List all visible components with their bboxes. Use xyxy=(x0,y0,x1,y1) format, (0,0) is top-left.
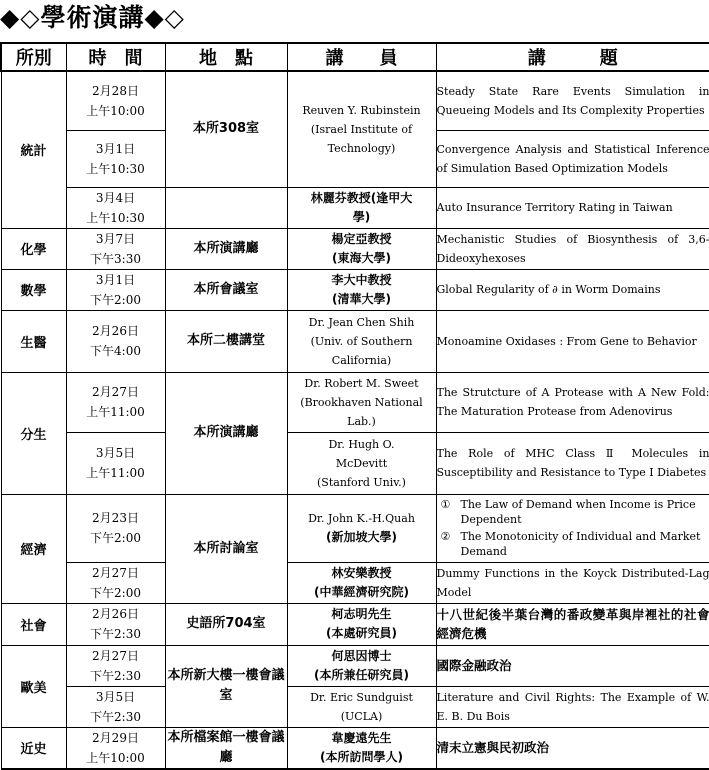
speaker-line: Dr. Jean Chen Shih xyxy=(308,315,415,329)
speaker-line: (Israel Institute of xyxy=(310,122,413,136)
table-row xyxy=(1,71,709,130)
place-cell: 本所會議室 xyxy=(165,269,287,310)
speaker-cell xyxy=(287,603,436,645)
speaker-cell xyxy=(287,727,436,769)
topic-cell: Literature and Civil Rights: The Example of W. E. B. Du Bois xyxy=(436,686,709,727)
table-row xyxy=(1,603,709,645)
speaker-line: Technology) xyxy=(327,141,396,155)
time-cell xyxy=(66,310,165,372)
time-text: 下午2:30 xyxy=(90,627,141,641)
table-row xyxy=(1,494,709,562)
date-text: 3月7日 xyxy=(95,231,136,246)
speaker-cell xyxy=(287,686,436,727)
header-speaker: 講 員 xyxy=(287,43,436,71)
list-text: The Monotonicity of Individual and Market Demand xyxy=(460,530,701,558)
speaker-line: Dr. Eric Sundguist xyxy=(310,690,413,704)
speaker-line: Dr. John K.-H.Quah xyxy=(308,512,415,525)
speaker-line: (Univ. of Southern xyxy=(310,334,413,348)
place-cell xyxy=(165,187,287,228)
speaker-cell xyxy=(287,187,436,228)
table-row xyxy=(1,187,709,228)
speaker-cell xyxy=(287,71,436,187)
time-text: 上午10:00 xyxy=(86,103,145,118)
time-cell xyxy=(66,228,165,269)
time-text: 下午2:00 xyxy=(90,292,141,307)
topic-cell: 國際金融政治 xyxy=(436,645,709,686)
field-cell: 數學 xyxy=(1,269,66,310)
speaker-line: Dr. Hugh O. xyxy=(328,437,395,451)
time-text: 下午2:30 xyxy=(90,668,141,683)
field-cell: 經濟 xyxy=(1,494,66,603)
time-cell xyxy=(66,686,165,727)
speaker-line: Reuven Y. Rubinstein xyxy=(302,103,421,117)
time-cell xyxy=(66,645,165,686)
table-row xyxy=(1,727,709,769)
list-number: ② xyxy=(440,530,451,543)
topic-cell: The Role of MHC Class Ⅱ Molecules in Susceptibility and Resistance to Type Ⅰ Diabetes xyxy=(436,432,709,494)
speaker-cell xyxy=(287,310,436,372)
field-cell: 歐美 xyxy=(1,645,66,727)
header-topic: 講 題 xyxy=(436,43,709,71)
time-text: 上午11:00 xyxy=(86,466,145,480)
topic-list xyxy=(437,497,709,559)
time-text: 上午11:00 xyxy=(86,405,145,419)
place-cell: 史語所704室 xyxy=(165,603,287,645)
time-text: 上午10:30 xyxy=(86,210,145,225)
speaker-cell xyxy=(287,562,436,603)
table-row xyxy=(1,645,709,686)
speaker-line: Lab.) xyxy=(347,414,376,428)
place-cell: 本所演講廳 xyxy=(165,228,287,269)
speaker-cell xyxy=(287,269,436,310)
place-cell: 本所檔案館一樓會議廳 xyxy=(165,727,287,769)
page-title: ◆◇學術演講◆◇ xyxy=(0,3,185,32)
topic-cell: Auto Insurance Territory Rating in Taiwan xyxy=(436,187,709,228)
field-cell: 分生 xyxy=(1,372,66,494)
speaker-line: 何思因博士 xyxy=(331,648,392,663)
time-text: 上午10:30 xyxy=(86,161,145,176)
time-cell xyxy=(66,562,165,603)
field-cell: 化學 xyxy=(1,228,66,269)
table-row xyxy=(1,686,709,727)
speaker-cell xyxy=(287,372,436,432)
speaker-line: (本處研究員) xyxy=(326,626,397,640)
place-cell: 本所演講廳 xyxy=(165,372,287,494)
place-cell: 本所新大樓一樓會議室 xyxy=(165,645,287,727)
table-row xyxy=(1,372,709,432)
speaker-cell xyxy=(287,228,436,269)
lecture-table xyxy=(0,42,709,770)
date-text: 2月27日 xyxy=(92,385,139,399)
speaker-line: (清華大學) xyxy=(332,291,391,306)
speaker-line: California) xyxy=(331,353,392,367)
list-text: The Law of Demand when Income is Price Dependent xyxy=(460,498,696,526)
speaker-line: (新加坡大學) xyxy=(326,530,397,544)
time-cell xyxy=(66,372,165,432)
place-cell: 本所308室 xyxy=(165,71,287,187)
list-item xyxy=(437,529,709,559)
date-text: 2月27日 xyxy=(92,648,139,663)
speaker-line: 柯志明先生 xyxy=(331,607,392,621)
date-text: 3月5日 xyxy=(95,689,136,704)
speaker-line: (Stanford Univ.) xyxy=(317,475,406,489)
date-text: 2月29日 xyxy=(92,730,139,745)
header-place: 地 點 xyxy=(165,43,287,71)
time-text: 下午4:00 xyxy=(90,344,141,358)
header-field: 所別 xyxy=(1,43,66,71)
time-cell xyxy=(66,603,165,645)
time-text: 下午2:00 xyxy=(90,531,141,545)
table-row xyxy=(1,228,709,269)
date-text: 2月26日 xyxy=(92,607,139,621)
topic-cell xyxy=(436,494,709,562)
topic-cell: 清末立憲與民初政治 xyxy=(436,727,709,769)
topic-cell: Global Regularity of ∂ in Worm Domains xyxy=(436,269,709,310)
date-text: 3月5日 xyxy=(95,446,136,460)
date-text: 3月1日 xyxy=(95,141,136,156)
speaker-line: 李大中教授 xyxy=(331,272,392,287)
table-header-row xyxy=(1,43,709,71)
topic-cell: Steady State Rare Events Simulation in Queueing Models and Its Complexity Properties xyxy=(436,71,709,130)
list-item xyxy=(437,497,709,527)
speaker-cell xyxy=(287,494,436,562)
speaker-line: McDevitt xyxy=(335,456,388,470)
table-row xyxy=(1,310,709,372)
speaker-line: 楊定亞教授 xyxy=(331,231,392,246)
time-text: 上午10:00 xyxy=(86,750,145,765)
speaker-line: (本所訪問學人) xyxy=(320,749,403,764)
list-number: ① xyxy=(440,498,451,511)
speaker-line: 韋慶遠先生 xyxy=(331,730,392,745)
field-cell: 生醫 xyxy=(1,310,66,372)
date-text: 2月28日 xyxy=(92,83,139,98)
field-cell: 近史 xyxy=(1,727,66,769)
time-text: 下午2:00 xyxy=(90,585,141,600)
speaker-line: (Brookhaven National xyxy=(300,395,423,409)
date-text: 3月4日 xyxy=(95,190,136,205)
speaker-cell xyxy=(287,432,436,494)
place-cell: 本所二樓講堂 xyxy=(165,310,287,372)
speaker-cell xyxy=(287,645,436,686)
date-text: 2月27日 xyxy=(92,565,139,580)
time-cell xyxy=(66,269,165,310)
topic-cell: Convergence Analysis and Statistical Inference of Simulation Based Optimization Models xyxy=(436,130,709,187)
field-cell: 社會 xyxy=(1,603,66,645)
time-cell xyxy=(66,432,165,494)
topic-cell: Monoamine Oxidases : From Gene to Behavior xyxy=(436,310,709,372)
table-row xyxy=(1,562,709,603)
speaker-line: 林安樂教授 xyxy=(331,565,392,580)
time-cell xyxy=(66,71,165,130)
table-row xyxy=(1,432,709,494)
topic-cell: The Strutcture of A Protease with A New Fold: The Maturation Protease from Adenovirus xyxy=(436,372,709,432)
time-text: 下午3:30 xyxy=(90,251,141,266)
speaker-line: Dr. Robert M. Sweet xyxy=(304,376,419,390)
date-text: 3月1日 xyxy=(95,272,136,287)
time-cell xyxy=(66,494,165,562)
speaker-line: (本所兼任研究員) xyxy=(314,667,409,682)
speaker-line: (中華經濟研究院) xyxy=(314,584,409,599)
header-time: 時 間 xyxy=(66,43,165,71)
topic-cell: Mechanistic Studies of Biosynthesis of 3,6-Dideoxyhexoses xyxy=(436,228,709,269)
time-cell xyxy=(66,727,165,769)
speaker-line: 林麗芬教授(逢甲大 xyxy=(310,190,413,205)
speaker-line: (東海大學) xyxy=(332,250,391,265)
place-cell: 本所討論室 xyxy=(165,494,287,603)
time-cell xyxy=(66,187,165,228)
time-text: 下午2:30 xyxy=(90,709,141,724)
field-cell: 統計 xyxy=(1,71,66,228)
speaker-line: 學) xyxy=(352,209,371,224)
table-row xyxy=(1,269,709,310)
topic-cell: Dummy Functions in the Koyck Distributed-Lag Model xyxy=(436,562,709,603)
time-cell xyxy=(66,130,165,187)
date-text: 2月23日 xyxy=(92,511,139,525)
date-text: 2月26日 xyxy=(92,324,139,338)
topic-cell: 十八世紀後半葉台灣的番政變革與岸裡社的社會經濟危機 xyxy=(436,603,709,645)
speaker-line: (UCLA) xyxy=(340,709,383,723)
